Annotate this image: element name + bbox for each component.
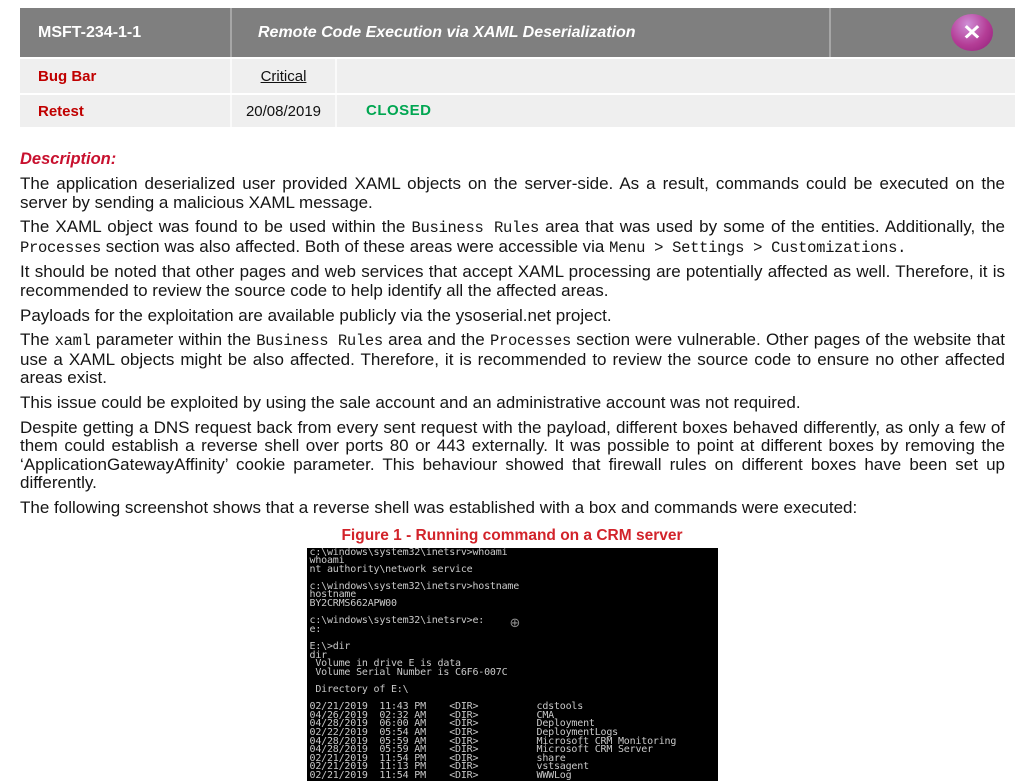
text-segment: section was also affected. Both of these areas were accessible via bbox=[101, 236, 610, 256]
text-segment: area and the bbox=[382, 330, 490, 350]
terminal-line: 04/28/2019 05:59 AM <DIR> Microsoft CRM Server bbox=[309, 744, 653, 756]
terminal-line: c:\windows\system32\inetsrv>whoami bbox=[309, 547, 508, 558]
report-title: Remote Code Execution via XAML Deserialization bbox=[258, 23, 636, 41]
bug-bar-value-cell bbox=[232, 59, 337, 93]
report-title-cell bbox=[232, 8, 831, 57]
inline-code: Business Rules bbox=[256, 332, 383, 351]
paragraph bbox=[20, 331, 1005, 388]
terminal-lines bbox=[310, 549, 718, 781]
bug-bar-severity-link[interactable]: Critical bbox=[260, 67, 307, 85]
inline-code: xaml bbox=[54, 332, 91, 351]
terminal-line: c:\windows\system32\inetsrv>e: bbox=[309, 615, 485, 627]
text-segment: parameter within the bbox=[90, 330, 257, 350]
paragraph bbox=[20, 307, 1005, 326]
text-segment: Payloads for the exploitation are available publicly via the ysoserial.net project. bbox=[20, 305, 612, 325]
terminal-line: e: bbox=[309, 623, 322, 635]
retest-date-cell bbox=[232, 95, 337, 127]
terminal-line: 04/28/2019 06:00 AM <DIR> Deployment bbox=[309, 718, 595, 730]
terminal-line: 02/21/2019 11:13 PM <DIR> vstsagent bbox=[309, 761, 589, 773]
text-segment: It should be noted that other pages and web services that accept XAML processing are potentially affected as well. Therefore, it is recommended to review the source code to help identify all the affected areas. bbox=[20, 262, 1005, 300]
terminal-line: Volume in drive E is data bbox=[309, 658, 461, 670]
text-segment: This issue could be exploited by using the sale account and an administrative account was not required. bbox=[20, 392, 801, 412]
text-segment: Despite getting a DNS request back from every sent request with the payload, different boxes behaved differently, as only a few of them could establish a reverse shell over ports 80 or 443 externally. It was possible to point at different boxes by removing the ‘ApplicationGatewayAffinity’ cookie parameter. This behaviour showed that firewall rules on different boxes have been set up differently. bbox=[20, 417, 1005, 493]
terminal-line: 02/22/2019 05:54 AM <DIR> DeploymentLogs bbox=[309, 726, 618, 738]
terminal-line: E:\>dir bbox=[309, 641, 351, 653]
retest-status-cell bbox=[337, 102, 1015, 120]
text-segment: The application deserialized user provided XAML objects on the server-side. As a result, commands could be executed on the server by sending a malicious XAML message. bbox=[20, 174, 1005, 212]
close-button[interactable] bbox=[951, 14, 993, 51]
text-segment: section were vulnerable. Other pages of the website that use a XAML objects might be also affected. Therefore, it is recommended to review the source code to ensure no other affected areas exist. bbox=[20, 330, 1005, 388]
paragraph bbox=[20, 175, 1005, 212]
report-close-cell bbox=[831, 8, 1013, 57]
inline-code: Menu > Settings > Customizations. bbox=[609, 238, 907, 257]
retest-status-badge: CLOSED bbox=[366, 102, 432, 119]
terminal-line: whoami bbox=[309, 555, 345, 567]
terminal-line: BY2CRMS662APW00 bbox=[309, 598, 397, 610]
terminal-line: Volume Serial Number is C6F6-007C bbox=[309, 666, 508, 678]
description-heading: Description: bbox=[20, 150, 117, 168]
text-segment: The following screenshot shows that a reverse shell was established with a box and commands were executed: bbox=[20, 497, 858, 517]
description-paragraphs bbox=[20, 175, 1005, 518]
terminal-line: c:\windows\system32\inetsrv>hostname bbox=[309, 580, 520, 592]
bug-bar-row bbox=[20, 59, 1015, 93]
paragraph bbox=[20, 218, 1005, 257]
terminal-line: 02/21/2019 11:54 PM <DIR> WWWLog bbox=[309, 769, 572, 781]
terminal-line: nt authority\network service bbox=[309, 563, 473, 575]
terminal-line: Directory of E:\ bbox=[309, 684, 409, 695]
terminal-line: 04/26/2019 02:32 AM <DIR> CMA bbox=[309, 709, 554, 721]
retest-label-cell bbox=[20, 95, 232, 127]
inline-code: Processes bbox=[489, 332, 571, 351]
meta-rows bbox=[20, 57, 1015, 127]
retest-row bbox=[20, 93, 1015, 127]
terminal-line: 02/21/2019 11:43 PM <DIR> cdstools bbox=[309, 701, 584, 713]
inline-code: Processes bbox=[20, 238, 102, 257]
text-segment: The XAML object was found to be used within the bbox=[20, 217, 412, 237]
report-id-cell bbox=[20, 8, 232, 57]
description-section bbox=[20, 150, 1005, 518]
report-id: MSFT-234-1-1 bbox=[38, 23, 142, 41]
paragraph bbox=[20, 419, 1005, 493]
terminal-line bbox=[310, 634, 718, 643]
paragraph bbox=[20, 394, 1005, 413]
text-segment: The bbox=[20, 330, 55, 350]
terminal-line: 04/28/2019 05:59 AM <DIR> Microsoft CRM Monitoring bbox=[309, 735, 677, 747]
close-icon: ✕ bbox=[962, 20, 982, 44]
terminal-line: dir bbox=[309, 649, 327, 661]
terminal-screenshot bbox=[307, 548, 718, 781]
paragraph bbox=[20, 499, 1005, 518]
report-header-bar bbox=[20, 8, 1015, 57]
text-segment: area that was used by some of the entities. Additionally, the bbox=[538, 217, 1005, 237]
terminal-line: hostname bbox=[309, 589, 357, 601]
globe-artifact-icon: ⊕ bbox=[509, 615, 521, 631]
paragraph bbox=[20, 263, 1005, 300]
inline-code: Business Rules bbox=[411, 219, 539, 238]
bug-report-table bbox=[20, 8, 1015, 127]
figure-caption: Figure 1 - Running command on a CRM server bbox=[341, 526, 683, 544]
retest-date: 20/08/2019 bbox=[245, 102, 322, 120]
bug-bar-label: Bug Bar bbox=[38, 67, 97, 85]
retest-label: Retest bbox=[38, 102, 84, 120]
terminal-line: 02/21/2019 11:54 PM <DIR> share bbox=[309, 752, 566, 764]
bug-bar-label-cell bbox=[20, 59, 232, 93]
